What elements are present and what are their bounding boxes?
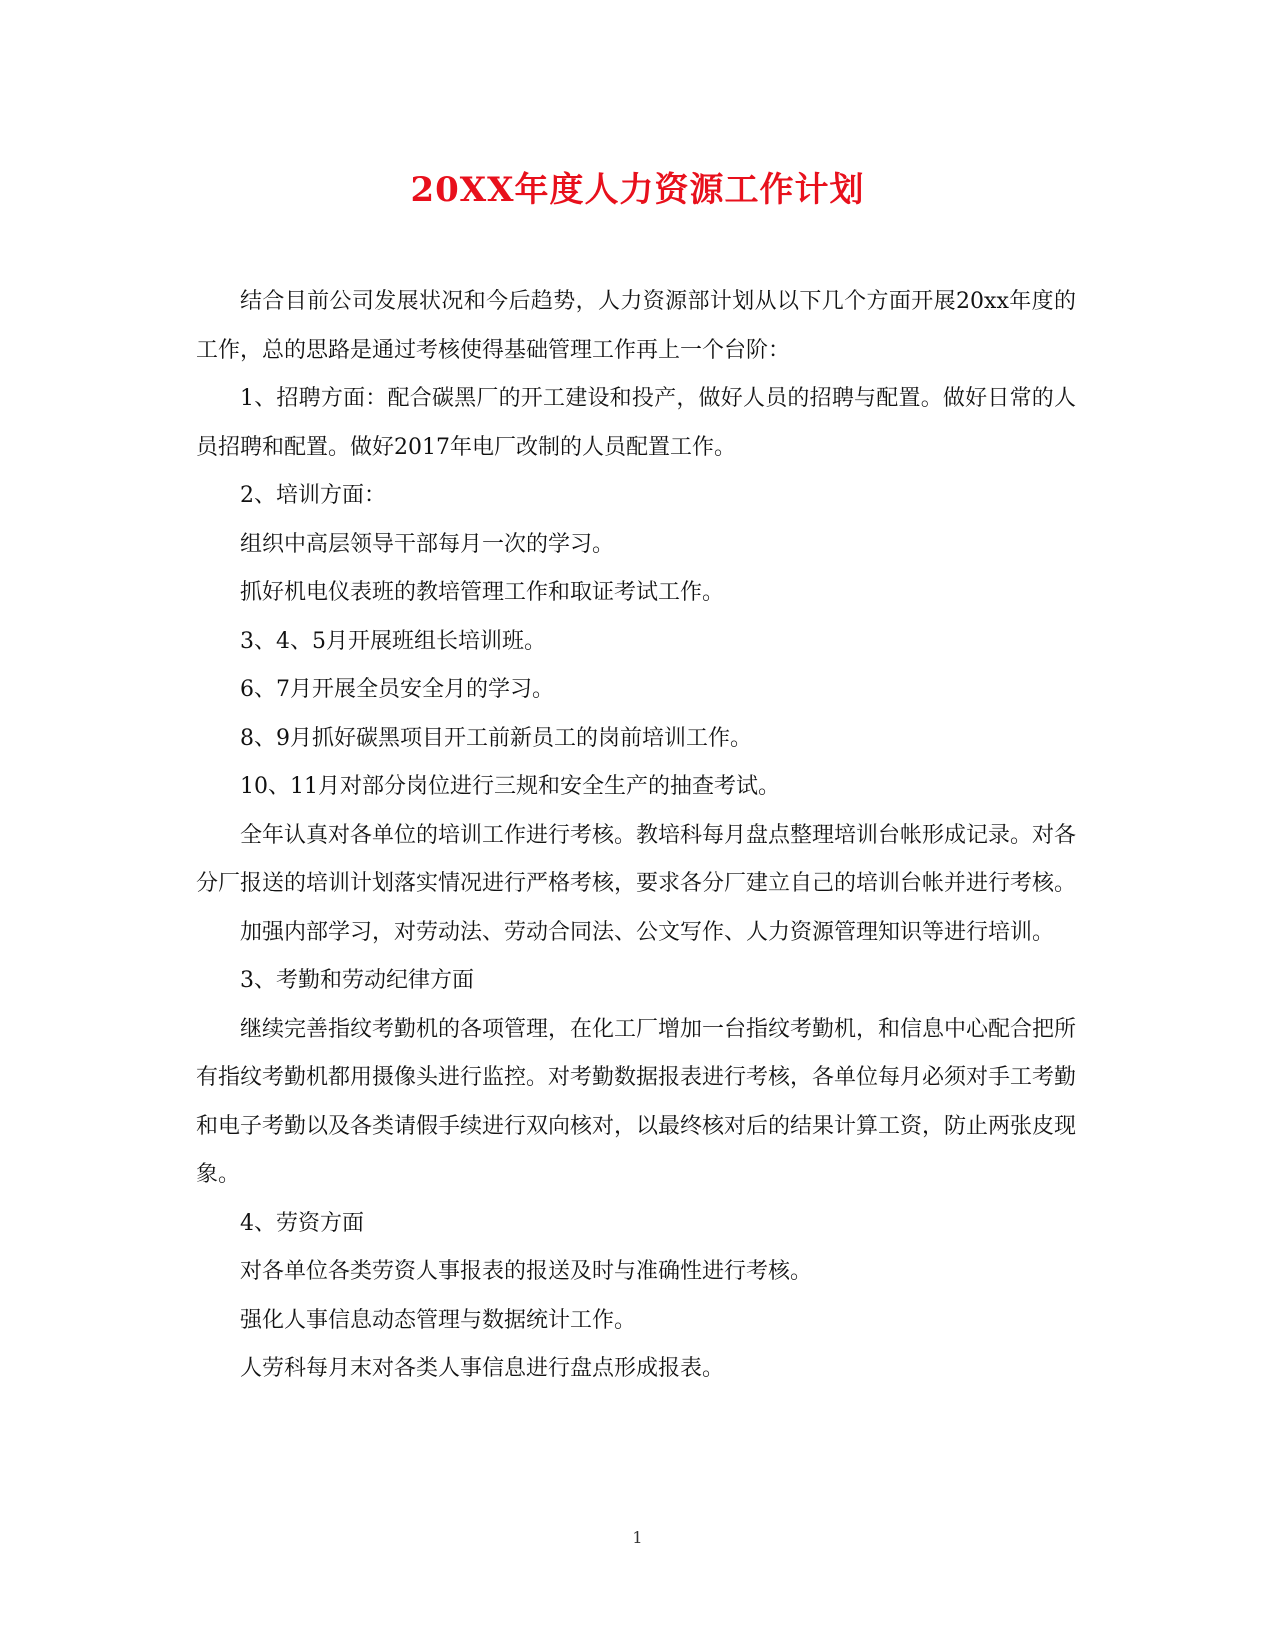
paragraph-labor-item: 强化人事信息动态管理与数据统计工作。 — [240, 1307, 637, 1333]
paragraph-labor-item: 人劳科每月末对各类人事信息进行盘点形成报表。 — [240, 1356, 725, 1381]
heading-attendance: 3、考勤和劳动纪律方面 — [240, 968, 474, 993]
paragraph-intro: 结合目前公司发展状况和今后趋势，人力资源部计划从以下几个方面开展20xx年度的工作，总的思路是通过考核使得基础管理工作再上一个台阶： — [196, 289, 1076, 363]
page-number: 1 — [632, 1528, 643, 1547]
paragraph-training-item: 抓好机电仪表班的教培管理工作和取证考试工作。 — [240, 580, 725, 605]
paragraph-training-item: 10、11月对部分岗位进行三规和安全生产的抽查考试。 — [240, 774, 780, 799]
paragraph-training-item: 3、4、5月开展班组长培训班。 — [240, 628, 546, 654]
heading-labor-wages: 4、劳资方面 — [240, 1210, 364, 1236]
paragraph-attendance: 继续完善指纹考勤机的各项管理，在化工厂增加一台指纹考勤机，和信息中心配合把所有指纹考勤机都用摄像头进行监控。对考勤数据报表进行考核，各单位每月必须对手工考勤和电子考勤以及各类请假手续进行双向核对，以最终核对后的结果计算工资，防止两张皮现象。 — [196, 1016, 1077, 1187]
paragraph-recruitment: 1、招聘方面：配合碳黑厂的开工建设和投产，做好人员的招聘与配置。做好日常的人员招聘和配置。做好2017年电厂改制的人员配置工作。 — [196, 386, 1076, 460]
paragraph-training-assessment: 全年认真对各单位的培训工作进行考核。教培科每月盘点整理培训台帐形成记录。对各分厂报送的培训计划落实情况进行严格考核，要求各分厂建立自己的培训台帐并进行考核。 — [196, 822, 1077, 896]
document-body — [196, 278, 1076, 1394]
paragraph-training-item: 6、7月开展全员安全月的学习。 — [240, 677, 554, 702]
paragraph-labor-item: 对各单位各类劳资人事报表的报送及时与准确性进行考核。 — [240, 1259, 813, 1284]
paragraph-training-item: 8、9月抓好碳黑项目开工前新员工的岗前培训工作。 — [240, 725, 752, 751]
document-title: 20XX年度人力资源工作计划 — [410, 170, 865, 210]
heading-training: 2、培训方面： — [240, 483, 386, 508]
paragraph-training-item: 组织中高层领导干部每月一次的学习。 — [240, 531, 615, 557]
paragraph-internal-learning: 加强内部学习，对劳动法、劳动合同法、公文写作、人力资源管理知识等进行培训。 — [240, 919, 1055, 945]
